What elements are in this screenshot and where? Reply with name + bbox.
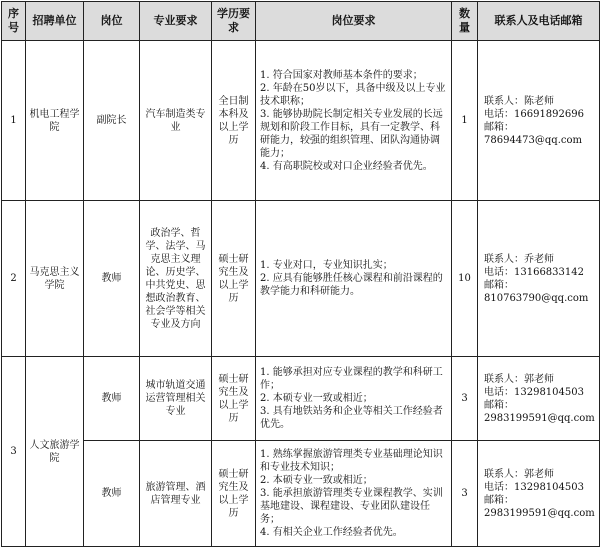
major-cell: 旅游管理、酒店管理专业 xyxy=(140,441,212,547)
education-cell: 硕士研究生及以上学历 xyxy=(212,201,256,357)
contact-phone: 电话：13298104503 xyxy=(484,386,584,398)
requirement-line: 2. 年龄在50岁以下，具备中级及以上专业技术职称； xyxy=(260,82,446,107)
requirement-line: 3. 能够协助院长制定相关专业发展的长远规划和阶段工作目标，具有一定教学、科研能力，较强的组织管理、团队沟通协调能力； xyxy=(260,108,443,159)
contact-email-label: 邮箱： xyxy=(484,399,514,411)
seq-cell: 2 xyxy=(2,201,26,357)
contact-cell xyxy=(478,357,600,441)
education-cell: 硕士研究生及以上学历 xyxy=(212,441,256,547)
requirement-line: 1. 熟练掌握旅游管理类专业基础理论知识和专业技术知识； xyxy=(260,449,443,473)
requirement-line: 4. 有相关企业工作经验者优先。 xyxy=(260,527,403,538)
table-row xyxy=(2,441,600,547)
requirements-cell xyxy=(256,357,452,441)
position-cell: 教师 xyxy=(84,441,140,547)
contact-phone: 电话：16691892696 xyxy=(484,108,584,120)
contact-cell xyxy=(478,41,600,201)
contact-email: 2983199591@qq.com xyxy=(484,412,595,424)
unit-cell: 马克思主义学院 xyxy=(26,201,84,357)
position-cell: 副院长 xyxy=(84,41,140,201)
requirement-line: 1. 符合国家对教师基本条件的要求； xyxy=(260,69,423,81)
requirement-line: 3. 能承担旅游管理类专业课程教学、实训基地建设、课程建设、专业团队建设任务； xyxy=(260,488,443,525)
unit-cell: 机电工程学院 xyxy=(26,41,84,201)
contact-email: 2983199591@qq.com xyxy=(484,507,595,519)
requirement-line: 1. 能够承担对应专业课程的教学和科研工作； xyxy=(260,367,443,391)
header-requirements: 岗位要求 xyxy=(256,2,452,41)
requirement-line: 2. 应具有能够胜任核心课程和前沿课程的教学能力和科研能力。 xyxy=(260,273,443,297)
major-cell: 政治学、哲学、法学、马克思主义理论、历史学、中共党史、思想政治教育、社会学等相关专业及方向 xyxy=(140,201,212,357)
header-unit: 招聘单位 xyxy=(26,2,84,41)
contact-email-label: 邮箱： xyxy=(484,494,514,506)
requirements-cell xyxy=(256,441,452,547)
contact-email: 810763790@qq.com xyxy=(484,292,589,304)
education-cell: 全日制本科及以上学历 xyxy=(212,41,256,201)
contact-person: 联系人：郭老师 xyxy=(484,468,554,480)
requirement-line: 3. 具有地铁站务和企业等相关工作经验者优先。 xyxy=(260,406,443,430)
requirement-line: 1. 专业对口，专业知识扎实； xyxy=(260,260,393,271)
table-row xyxy=(2,201,600,357)
position-cell: 教师 xyxy=(84,201,140,357)
contact-phone: 电话：13166833142 xyxy=(484,266,584,278)
header-position: 岗位 xyxy=(84,2,140,41)
major-cell: 汽车制造类专业 xyxy=(140,41,212,201)
contact-person: 联系人：乔老师 xyxy=(484,253,554,265)
requirement-line: 2. 本硕专业一致或相近； xyxy=(260,393,373,404)
header-count: 数量 xyxy=(452,2,478,41)
contact-email-label: 邮箱： xyxy=(484,121,514,133)
requirements-cell xyxy=(256,201,452,357)
header-seq: 序号 xyxy=(2,2,26,41)
contact-email-label: 邮箱： xyxy=(484,279,514,291)
requirement-line: 4. 有高职院校或对口企业经验者优先。 xyxy=(260,160,433,172)
requirements-cell xyxy=(256,41,452,201)
contact-cell xyxy=(478,441,600,547)
requirement-line: 2. 本硕专业一致或相近； xyxy=(260,475,373,486)
contact-email: 78694473@qq.com xyxy=(484,134,582,146)
major-cell: 城市轨道交通运营管理相关专业 xyxy=(140,357,212,441)
header-education: 学历要求 xyxy=(212,2,256,41)
seq-cell: 1 xyxy=(2,41,26,201)
header-major: 专业要求 xyxy=(140,2,212,41)
contact-person: 联系人：陈老师 xyxy=(484,95,554,107)
contact-phone: 电话：13298104503 xyxy=(484,481,584,493)
contact-cell xyxy=(478,201,600,357)
table-row xyxy=(2,41,600,201)
header-row xyxy=(2,2,600,41)
contact-person: 联系人：郭老师 xyxy=(484,373,554,385)
count-cell: 3 xyxy=(452,357,478,441)
position-cell: 教师 xyxy=(84,357,140,441)
count-cell: 1 xyxy=(452,41,478,201)
count-cell: 10 xyxy=(452,201,478,357)
header-contact: 联系人及电话邮箱 xyxy=(478,2,600,41)
count-cell: 3 xyxy=(452,441,478,547)
unit-cell: 人文旅游学院 xyxy=(26,357,84,547)
seq-cell: 3 xyxy=(2,357,26,547)
table-row xyxy=(2,357,600,441)
education-cell: 硕士研究生及以上学历 xyxy=(212,357,256,441)
recruitment-table xyxy=(1,1,600,547)
